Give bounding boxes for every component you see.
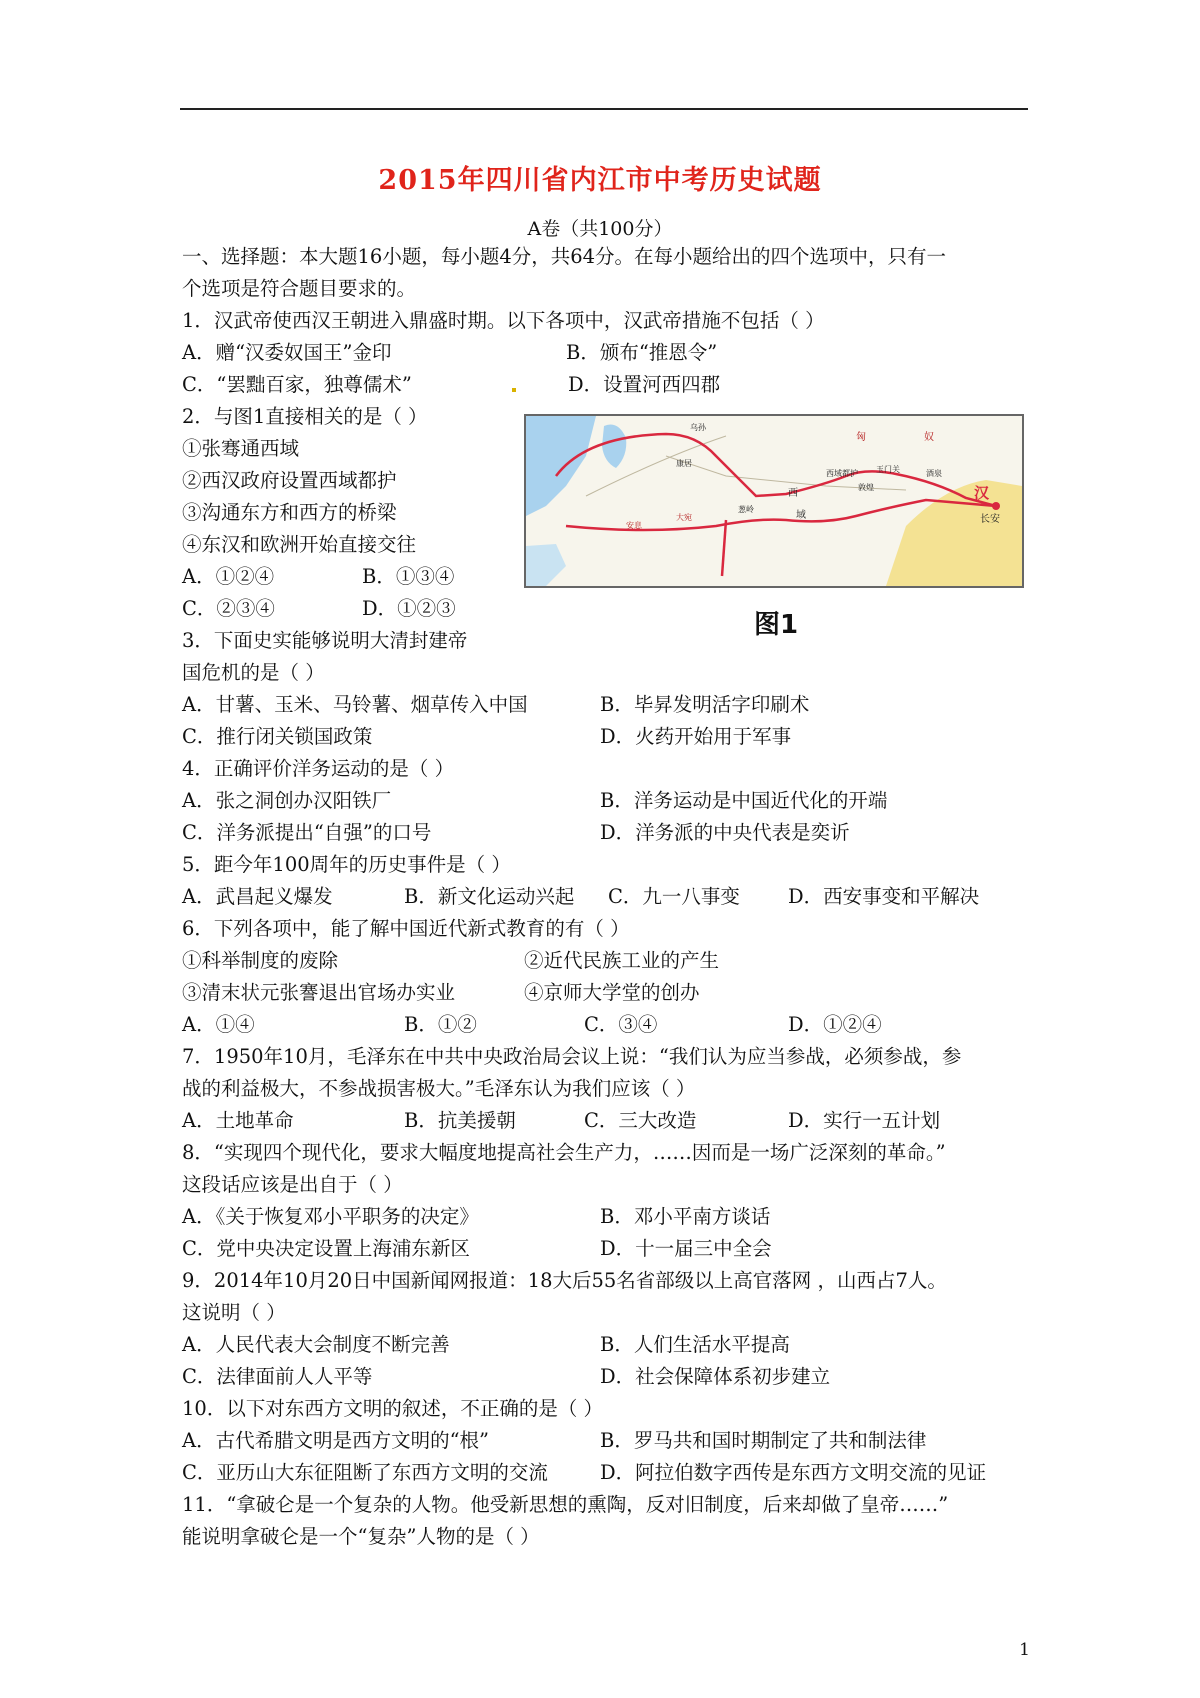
changan-marker: [992, 502, 1000, 510]
q9-stem-line-1: 9．2014年10月20日中国新闻网报道：18大后55名省部级以上高官落网 ，山西占7人。: [182, 1269, 947, 1292]
q6-option-a: A．①④: [182, 1013, 255, 1036]
label-changan: 长安: [980, 514, 1000, 525]
label-dayuan: 大宛: [676, 513, 692, 522]
q7-stem-line-2: 战的利益极大，不参战损害极大。”毛泽东认为我们应该（ ）: [182, 1077, 696, 1100]
q5-stem: 5．距今年100周年的历史事件是（ ）: [182, 853, 511, 876]
page-number: 1: [1019, 1640, 1030, 1660]
q1-option-d: D．设置河西四郡: [568, 373, 721, 396]
instructions-line-2: 个选项是符合题目要求的。: [182, 277, 417, 300]
q10-stem: 10．以下对东西方文明的叙述，不正确的是（ ）: [182, 1397, 604, 1420]
q9-option-b: B．人们生活水平提高: [600, 1333, 790, 1356]
label-kangju: 康居: [676, 459, 692, 468]
label-han: 汉: [974, 484, 990, 502]
page-title: 2015年四川省内江市中考历史试题: [378, 165, 822, 196]
q6-stem: 6．下列各项中，能了解中国近代新式教育的有（ ）: [182, 917, 630, 940]
paper-section-label: A卷（共100分）: [527, 218, 673, 240]
q2-option-d: D．①②③: [362, 597, 456, 620]
q11-stem-line-1: 11．“拿破仑是一个复杂的人物。他受新思想的熏陶，反对旧制度，后来却做了皇帝……”: [182, 1493, 949, 1516]
q1-option-c: C．“罢黜百家，独尊儒术”: [182, 373, 412, 396]
q4-stem: 4．正确评价洋务运动的是（ ）: [182, 757, 455, 780]
q3-option-a: A．甘薯、玉米、马铃薯、烟草传入中国: [182, 693, 528, 716]
figure-1-caption: 图1: [754, 610, 799, 640]
q1-option-b: B．颁布“推恩令”: [566, 341, 718, 364]
q3-option-b: B．毕昇发明活字印刷术: [600, 693, 810, 716]
label-xiongnu-1: 匈: [856, 432, 866, 443]
q6-option-b: B．①②: [404, 1013, 477, 1036]
label-congling: 葱岭: [738, 505, 754, 514]
q6-item-3: ③清末状元张謇退出官场办实业: [182, 981, 456, 1004]
q6-option-d: D．①②④: [788, 1013, 882, 1036]
q2-item-3: ③沟通东方和西方的桥梁: [182, 501, 397, 524]
q10-option-a: A．古代希腊文明是西方文明的“根”: [182, 1429, 490, 1452]
q11-stem-line-2: 能说明拿破仑是一个“复杂”人物的是（ ）: [182, 1525, 540, 1548]
label-dunhuang: 敦煌: [858, 483, 874, 492]
q1-option-a: A．赠“汉委奴国王”金印: [182, 341, 392, 364]
q4-option-c: C．洋务派提出“自强”的口号: [182, 821, 432, 844]
q9-option-a: A．人民代表大会制度不断完善: [182, 1333, 450, 1356]
label-yu: 域: [796, 510, 806, 521]
q3-stem-line-2: 国危机的是（ ）: [182, 661, 325, 684]
q3-stem-line-1: 3．下面史实能够说明大清封建帝: [182, 629, 468, 652]
label-jiuquan: 酒泉: [926, 469, 942, 478]
silk-road-map-graphic: [526, 416, 1022, 586]
q2-item-1: ①张骞通西域: [182, 437, 300, 460]
q8-stem-line-1: 8．“实现四个现代化，要求大幅度地提高社会生产力，……因而是一场广泛深刻的革命。”: [182, 1141, 946, 1164]
q7-option-c: C．三大改造: [584, 1109, 697, 1132]
label-anxi: 安息: [626, 521, 642, 530]
q5-option-b: B．新文化运动兴起: [404, 885, 575, 908]
q7-option-d: D．实行一五计划: [788, 1109, 941, 1132]
q2-stem: 2．与图1直接相关的是（ ）: [182, 405, 428, 428]
q2-option-c: C．②③④: [182, 597, 275, 620]
q3-option-d: D．火药开始用于军事: [600, 725, 792, 748]
q6-item-1: ①科举制度的废除: [182, 949, 339, 972]
q10-option-d: D．阿拉伯数字西传是东西方文明交流的见证: [600, 1461, 987, 1484]
q5-option-a: A．武昌起义爆发: [182, 885, 333, 908]
q8-option-a: A．《关于恢复邓小平职务的决定》: [182, 1205, 479, 1228]
q2-item-4: ④东汉和欧洲开始直接交往: [182, 533, 417, 556]
q6-item-2: ②近代民族工业的产生: [524, 949, 720, 972]
q8-option-b: B．邓小平南方谈话: [600, 1205, 771, 1228]
q1-stem: 1．汉武帝使西汉王朝进入鼎盛时期。以下各项中，汉武帝措施不包括（ ）: [182, 309, 825, 332]
q10-option-b: B．罗马共和国时期制定了共和制法律: [600, 1429, 927, 1452]
q10-option-c: C．亚历山大东征阻断了东西方文明的交流: [182, 1461, 548, 1484]
q6-option-c: C．③④: [584, 1013, 658, 1036]
q2-option-b: B．①③④: [362, 565, 455, 588]
header-rule: [180, 108, 1028, 110]
q4-option-b: B．洋务运动是中国近代化的开端: [600, 789, 888, 812]
q7-stem-line-1: 7．1950年10月，毛泽东在中共中央政治局会议上说：“我们认为应当参战，必须参战，参: [182, 1045, 962, 1068]
q9-option-c: C．法律面前人人平等: [182, 1365, 373, 1388]
label-yumenguan: 玉门关: [876, 465, 900, 474]
q5-option-c: C．九一八事变: [608, 885, 740, 908]
q8-option-d: D．十一届三中全会: [600, 1237, 772, 1260]
scan-speck: [512, 388, 516, 392]
q9-option-d: D．社会保障体系初步建立: [600, 1365, 831, 1388]
q2-item-2: ②西汉政府设置西域都护: [182, 469, 397, 492]
q3-option-c: C．推行闭关锁国政策: [182, 725, 373, 748]
instructions-line-1: 一、选择题：本大题16小题，每小题4分，共64分。在每小题给出的四个选项中，只有一: [182, 245, 947, 268]
q8-stem-line-2: 这段话应该是出自于（ ）: [182, 1173, 403, 1196]
q2-option-a: A．①②④: [182, 565, 275, 588]
silk-road-map: [524, 414, 1024, 588]
q5-option-d: D．西安事变和平解决: [788, 885, 980, 908]
q4-option-a: A．张之洞创办汉阳铁厂: [182, 789, 392, 812]
label-xiyu-duhu: 西域都护: [826, 469, 858, 478]
q4-option-d: D．洋务派的中央代表是奕䜣: [600, 821, 850, 844]
label-xiongnu-2: 奴: [924, 432, 934, 443]
label-wusun: 乌孙: [690, 423, 706, 432]
q9-stem-line-2: 这说明（ ）: [182, 1301, 286, 1324]
label-xi: 西: [788, 488, 798, 499]
q7-option-b: B．抗美援朝: [404, 1109, 516, 1132]
q8-option-c: C．党中央决定设置上海浦东新区: [182, 1237, 470, 1260]
q6-item-4: ④京师大学堂的创办: [524, 981, 700, 1004]
q7-option-a: A．土地革命: [182, 1109, 294, 1132]
